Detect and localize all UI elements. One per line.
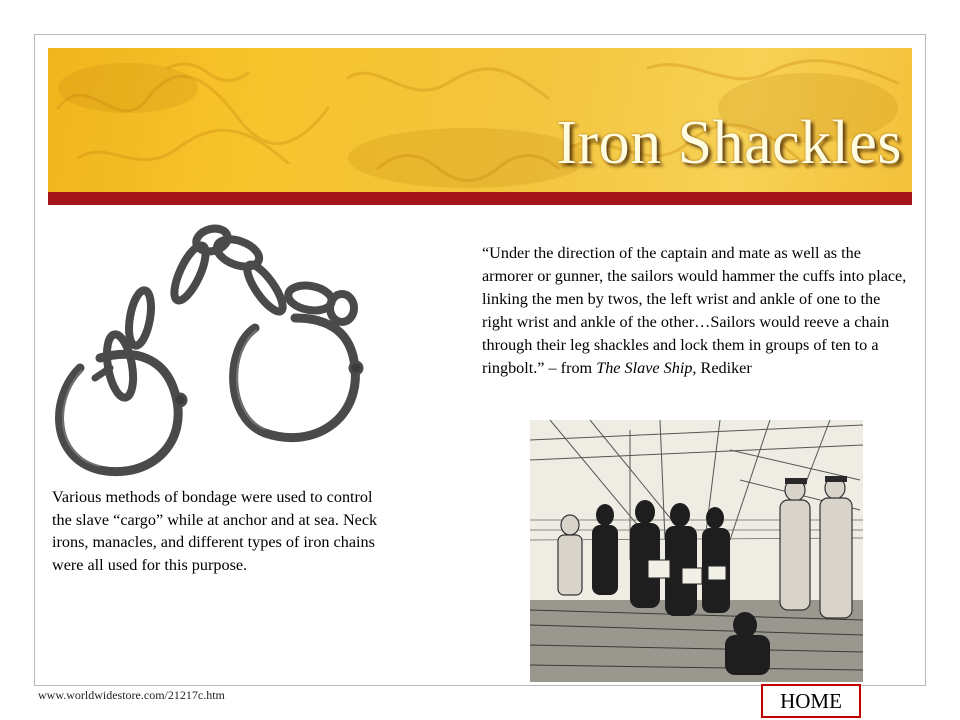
home-button[interactable]: HOME <box>761 684 861 718</box>
quote-text: “Under the direction of the captain and mate as well as the armorer or gunner, the sailors would hammer the cuffs into place, linking the men by twos, the left wrist and ankle of one to the right wrist and ankle of the other…Sailors would reeve a chain through their leg shackles and lock them in groups of ten to a ringbolt.” – from <box>482 244 907 377</box>
rediker-quote <box>482 242 912 380</box>
title-rule <box>48 192 912 205</box>
iron-shackles-image <box>40 218 380 480</box>
shackles-caption: Various methods of bondage were used to control the slave “cargo” while at anchor and at sea. Neck irons, manacles, and different types of iron chains were all used for this purpose. <box>52 488 378 574</box>
slave-ship-engraving-image <box>530 420 863 682</box>
quote-author: , Rediker <box>692 359 752 377</box>
slide-title: Iron Shackles <box>556 109 902 177</box>
quote-book-title: The Slave Ship <box>596 359 693 377</box>
source-url: www.worldwidestore.com/21217c.htm <box>38 688 225 702</box>
